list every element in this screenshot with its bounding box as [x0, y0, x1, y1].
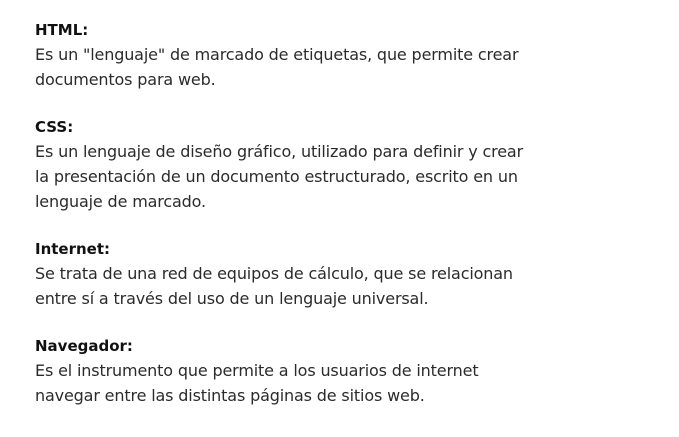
glossary-term-title: HTML:: [35, 21, 89, 39]
definition-line: navegar entre las distintas páginas de sitios web.: [35, 386, 425, 405]
glossary-term-definition: [35, 261, 635, 311]
glossary-term-definition: [35, 42, 635, 92]
glossary-term-definition: [35, 139, 635, 214]
glossary-item-html: [35, 19, 635, 92]
definition-line: documentos para web.: [35, 70, 216, 89]
definition-line: Es un "lenguaje" de marcado de etiquetas, que permite crear: [35, 45, 519, 64]
definition-line: Es un lenguaje de diseño gráfico, utilizado para definir y crear: [35, 142, 524, 161]
glossary-term-definition: [35, 358, 635, 408]
definition-line: la presentación de un documento estructurado, escrito en un: [35, 167, 518, 186]
glossary-item-css: [35, 116, 635, 214]
definition-line: entre sí a través del uso de un lenguaje universal.: [35, 289, 429, 308]
glossary-term-title: Navegador:: [35, 337, 133, 355]
definition-line: lenguaje de marcado.: [35, 192, 206, 211]
definition-line: Se trata de una red de equipos de cálculo, que se relacionan: [35, 264, 513, 283]
glossary-term-title: Internet:: [35, 240, 111, 258]
definition-line: Es el instrumento que permite a los usuarios de internet: [35, 361, 479, 380]
glossary-item-navegador: [35, 335, 635, 408]
glossary-list: [35, 19, 635, 432]
glossary-term-title: CSS:: [35, 118, 74, 136]
glossary-item-internet: [35, 238, 635, 311]
